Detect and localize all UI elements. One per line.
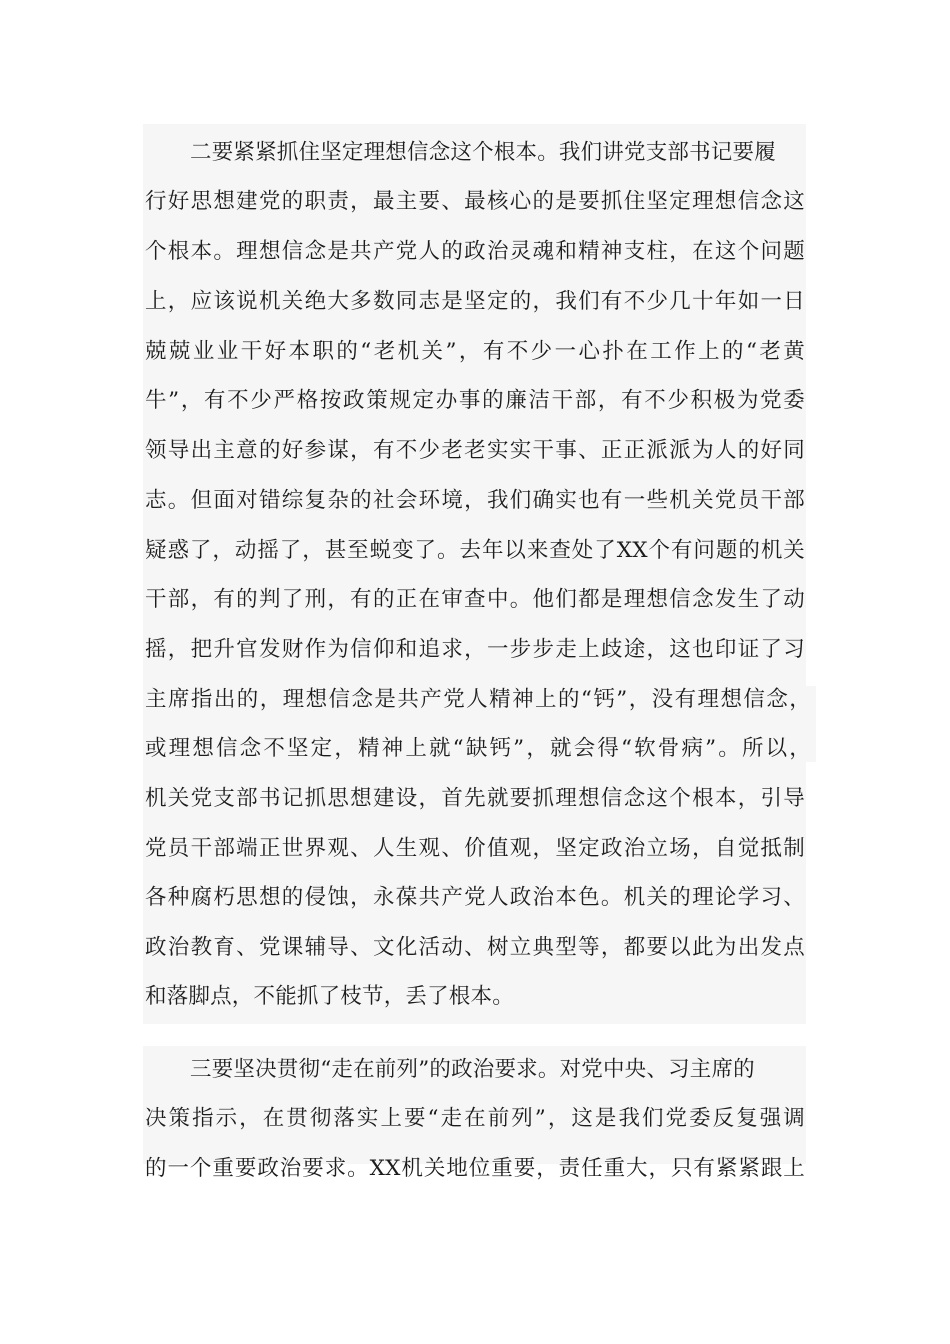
paragraph-1-line-9: 疑惑了，动摇了，甚至蜕变了。去年以来查处了XX个有问题的机关 [145, 538, 805, 563]
paragraph-2-line-2: 决策指示，在贯彻落实上要“走在前列”，这是我们党委反复强调 [145, 1106, 805, 1131]
paragraph-1-line-14: 机关党支部书记抓思想建设，首先就要抓理想信念这个根本，引导 [145, 786, 805, 811]
paragraph-1-line-7: 领导出主意的好参谋，有不少老老实实干事、正正派派为人的好同 [145, 438, 805, 463]
paragraph-1-line-17: 政治教育、党课辅导、文化活动、树立典型等，都要以此为出发点 [145, 935, 805, 960]
paragraph-1-line-12: 主席指出的，理想信念是共产党人精神上的“钙”，没有理想信念， [145, 687, 811, 712]
paragraph-1-line-5: 兢兢业业干好本职的“老机关”，有不少一心扑在工作上的“老黄 [145, 339, 805, 364]
paragraph-1-line-3: 个根本。理想信念是共产党人的政治灵魂和精神支柱，在这个问题 [145, 239, 805, 264]
paragraph-2-line-1: 三要坚决贯彻“走在前列”的政治要求。对党中央、习主席的 [190, 1057, 755, 1082]
paragraph-1-line-16: 各种腐朽思想的侵蚀，永葆共产党人政治本色。机关的理论学习、 [145, 885, 805, 910]
paragraph-1-line-18: 和落脚点，不能抓了枝节，丢了根本。 [145, 984, 514, 1009]
paragraph-1-line-10: 干部，有的判了刑，有的正在审查中。他们都是理想信念发生了动 [145, 587, 805, 612]
paragraph-1-line-8: 志。但面对错综复杂的社会环境，我们确实也有一些机关党员干部 [145, 488, 805, 513]
paragraph-1-line-4: 上，应该说机关绝大多数同志是坚定的，我们有不少几十年如一日 [145, 289, 805, 314]
paragraph-1-line-6: 牛”，有不少严格按政策规定办事的廉洁干部，有不少积极为党委 [145, 388, 805, 413]
paragraph-1-line-1: 二要紧紧抓住坚定理想信念这个根本。我们讲党支部书记要履 [190, 140, 776, 165]
paragraph-1-line-13: 或理想信念不坚定，精神上就“缺钙”，就会得“软骨病”。所以， [145, 736, 811, 761]
paragraph-1-line-2: 行好思想建党的职责，最主要、最核心的是要抓住坚定理想信念这 [145, 189, 805, 214]
paragraph-1-line-11: 摇，把升官发财作为信仰和追求，一步步走上歧途，这也印证了习 [145, 637, 805, 662]
paragraph-2-line-3: 的一个重要政治要求。XX机关地位重要，责任重大，只有紧紧跟上 [145, 1156, 805, 1181]
paragraph-1-line-15: 党员干部端正世界观、人生观、价值观，坚定政治立场，自觉抵制 [145, 836, 805, 861]
